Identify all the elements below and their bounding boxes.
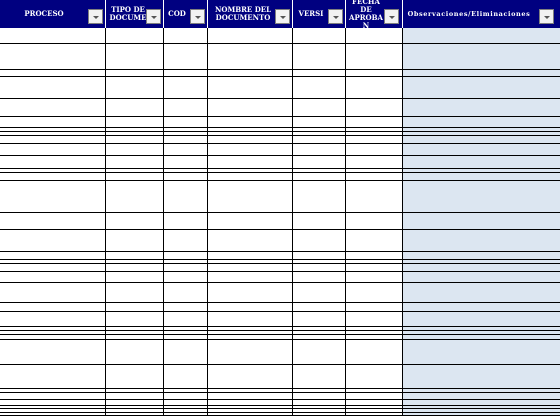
- table-cell-tipo[interactable]: [106, 44, 164, 70]
- table-cell-fecha[interactable]: [346, 144, 403, 156]
- table-cell-version[interactable]: [293, 303, 346, 312]
- table-cell-proceso[interactable]: [0, 156, 106, 169]
- table-cell-tipo[interactable]: [106, 99, 164, 117]
- filter-dropdown-button[interactable]: [384, 9, 399, 24]
- table-cell-fecha[interactable]: [346, 181, 403, 213]
- table-cell-observaciones[interactable]: [403, 272, 560, 283]
- table-cell-proceso[interactable]: [0, 77, 106, 99]
- table-cell-observaciones[interactable]: [403, 252, 560, 260]
- filter-dropdown-button[interactable]: [146, 9, 161, 24]
- table-cell-version[interactable]: [293, 117, 346, 128]
- table-cell-nombre[interactable]: [208, 144, 293, 156]
- table-row: [0, 117, 560, 128]
- table-row: [0, 413, 560, 416]
- table-cell-fecha[interactable]: [346, 77, 403, 99]
- table-cell-tipo[interactable]: [106, 70, 164, 77]
- table-cell-codigo[interactable]: [164, 144, 208, 156]
- table-cell-proceso[interactable]: [0, 413, 106, 416]
- table-cell-fecha[interactable]: [346, 264, 403, 272]
- table-cell-nombre[interactable]: [208, 283, 293, 303]
- table-cell-version[interactable]: [293, 413, 346, 416]
- table-cell-version[interactable]: [293, 77, 346, 99]
- table-cell-version[interactable]: [293, 264, 346, 272]
- table-cell-observaciones[interactable]: [403, 44, 560, 70]
- table-cell-tipo[interactable]: [106, 136, 164, 144]
- header-label-fecha-aprobacion: FECHA DE APROBA N: [349, 0, 383, 28]
- table-cell-tipo[interactable]: [106, 365, 164, 389]
- table-cell-nombre[interactable]: [208, 365, 293, 389]
- table-cell-proceso[interactable]: [0, 144, 106, 156]
- table-cell-observaciones[interactable]: [403, 303, 560, 312]
- table-cell-observaciones[interactable]: [403, 340, 560, 365]
- table-cell-codigo[interactable]: [164, 70, 208, 77]
- table-cell-observaciones[interactable]: [403, 99, 560, 117]
- table-cell-tipo[interactable]: [106, 117, 164, 128]
- table-cell-fecha[interactable]: [346, 413, 403, 416]
- table-cell-tipo[interactable]: [106, 144, 164, 156]
- table-cell-fecha[interactable]: [346, 136, 403, 144]
- table-cell-proceso[interactable]: [0, 70, 106, 77]
- table-cell-version[interactable]: [293, 44, 346, 70]
- filter-dropdown-button[interactable]: [88, 9, 103, 24]
- table-cell-codigo[interactable]: [164, 312, 208, 327]
- table-cell-tipo[interactable]: [106, 312, 164, 327]
- header-cell-proceso[interactable]: [0, 0, 106, 28]
- table-cell-fecha[interactable]: [346, 117, 403, 128]
- table-row: [0, 213, 560, 230]
- table-cell-nombre[interactable]: [208, 117, 293, 128]
- table-cell-version[interactable]: [293, 173, 346, 181]
- table-cell-observaciones[interactable]: [403, 213, 560, 230]
- table-cell-fecha[interactable]: [346, 393, 403, 400]
- table-cell-proceso[interactable]: [0, 312, 106, 327]
- table-row: [0, 70, 560, 77]
- table-cell-tipo[interactable]: [106, 272, 164, 283]
- table-cell-proceso[interactable]: [0, 181, 106, 213]
- table-cell-fecha[interactable]: [346, 365, 403, 389]
- table-cell-fecha[interactable]: [346, 173, 403, 181]
- table-cell-proceso[interactable]: [0, 117, 106, 128]
- table-cell-nombre[interactable]: [208, 28, 293, 44]
- table-cell-version[interactable]: [293, 272, 346, 283]
- table-row: [0, 156, 560, 169]
- table-cell-fecha[interactable]: [346, 99, 403, 117]
- filter-dropdown-button[interactable]: [539, 9, 554, 24]
- table-cell-version[interactable]: [293, 252, 346, 260]
- table-cell-codigo[interactable]: [164, 181, 208, 213]
- table-cell-version[interactable]: [293, 28, 346, 44]
- table-cell-nombre[interactable]: [208, 252, 293, 260]
- table-cell-nombre[interactable]: [208, 77, 293, 99]
- dropdown-arrow-icon: [151, 16, 157, 19]
- table-cell-observaciones[interactable]: [403, 117, 560, 128]
- table-row: [0, 272, 560, 283]
- dropdown-arrow-icon: [333, 16, 339, 19]
- table-cell-version[interactable]: [293, 393, 346, 400]
- header-label-observaciones: Observaciones/Eliminaciones: [407, 10, 531, 18]
- table-cell-version[interactable]: [293, 181, 346, 213]
- table-cell-tipo[interactable]: [106, 156, 164, 169]
- table-cell-codigo[interactable]: [164, 77, 208, 99]
- table-row: [0, 99, 560, 117]
- table-cell-proceso[interactable]: [0, 283, 106, 303]
- table-cell-codigo[interactable]: [164, 99, 208, 117]
- table-row: [0, 77, 560, 99]
- header-label-codigo: COD: [168, 9, 186, 18]
- table-cell-nombre[interactable]: [208, 393, 293, 400]
- dropdown-arrow-icon: [280, 16, 286, 19]
- table-cell-codigo[interactable]: [164, 117, 208, 128]
- table-cell-tipo[interactable]: [106, 252, 164, 260]
- table-cell-codigo[interactable]: [164, 303, 208, 312]
- table-cell-nombre[interactable]: [208, 340, 293, 365]
- table-cell-observaciones[interactable]: [403, 77, 560, 99]
- table-row: [0, 144, 560, 156]
- table-row: [0, 303, 560, 312]
- table-row: [0, 393, 560, 400]
- table-row: [0, 365, 560, 389]
- table-cell-codigo[interactable]: [164, 340, 208, 365]
- table-cell-tipo[interactable]: [106, 303, 164, 312]
- table-cell-fecha[interactable]: [346, 272, 403, 283]
- table-cell-nombre[interactable]: [208, 156, 293, 169]
- table-cell-fecha[interactable]: [346, 230, 403, 252]
- table-row: [0, 136, 560, 144]
- table-cell-codigo[interactable]: [164, 173, 208, 181]
- dropdown-arrow-icon: [195, 16, 201, 19]
- table-row: [0, 173, 560, 181]
- table-cell-fecha[interactable]: [346, 252, 403, 260]
- table-cell-fecha[interactable]: [346, 156, 403, 169]
- table-cell-nombre[interactable]: [208, 136, 293, 144]
- table-cell-codigo[interactable]: [164, 156, 208, 169]
- table-row: [0, 283, 560, 303]
- header-label-version: VERSI: [298, 9, 324, 18]
- table-cell-observaciones[interactable]: [403, 144, 560, 156]
- table-cell-proceso[interactable]: [0, 173, 106, 181]
- dropdown-arrow-icon: [93, 16, 99, 19]
- table-cell-proceso[interactable]: [0, 136, 106, 144]
- table-cell-tipo[interactable]: [106, 181, 164, 213]
- table-cell-observaciones[interactable]: [403, 173, 560, 181]
- table-cell-observaciones[interactable]: [403, 156, 560, 169]
- table-cell-proceso[interactable]: [0, 99, 106, 117]
- table-cell-nombre[interactable]: [208, 413, 293, 416]
- table-cell-codigo[interactable]: [164, 136, 208, 144]
- table-cell-proceso[interactable]: [0, 213, 106, 230]
- dropdown-arrow-icon: [544, 16, 550, 19]
- table-row: [0, 181, 560, 213]
- table-cell-fecha[interactable]: [346, 283, 403, 303]
- table-cell-codigo[interactable]: [164, 28, 208, 44]
- table-cell-observaciones[interactable]: [403, 230, 560, 252]
- table-cell-proceso[interactable]: [0, 252, 106, 260]
- table-row: [0, 44, 560, 70]
- table-cell-codigo[interactable]: [164, 283, 208, 303]
- table-row: [0, 252, 560, 260]
- filter-dropdown-button[interactable]: [190, 9, 205, 24]
- table-cell-observaciones[interactable]: [403, 70, 560, 77]
- dropdown-arrow-icon: [389, 16, 395, 19]
- table-cell-observaciones[interactable]: [403, 413, 560, 416]
- header-cell-nombre-documento[interactable]: [208, 0, 293, 28]
- table-cell-proceso[interactable]: [0, 393, 106, 400]
- table-cell-nombre[interactable]: [208, 272, 293, 283]
- table-cell-proceso[interactable]: [0, 303, 106, 312]
- table-row: [0, 230, 560, 252]
- table-row: [0, 28, 560, 44]
- table-cell-observaciones[interactable]: [403, 312, 560, 327]
- table-cell-proceso[interactable]: [0, 264, 106, 272]
- table-cell-version[interactable]: [293, 283, 346, 303]
- table-cell-codigo[interactable]: [164, 252, 208, 260]
- table-cell-observaciones[interactable]: [403, 136, 560, 144]
- table-cell-observaciones[interactable]: [403, 283, 560, 303]
- header-cell-version[interactable]: [293, 0, 346, 28]
- table-cell-fecha[interactable]: [346, 70, 403, 77]
- table-cell-tipo[interactable]: [106, 213, 164, 230]
- table-cell-proceso[interactable]: [0, 230, 106, 252]
- table-cell-fecha[interactable]: [346, 28, 403, 44]
- table-cell-tipo[interactable]: [106, 340, 164, 365]
- table-cell-proceso[interactable]: [0, 340, 106, 365]
- header-label-nombre-documento: NOMBRE DEL DOCUMENTO: [214, 5, 272, 22]
- table-cell-version[interactable]: [293, 156, 346, 169]
- table-cell-codigo[interactable]: [164, 393, 208, 400]
- table-cell-nombre[interactable]: [208, 213, 293, 230]
- table-cell-nombre[interactable]: [208, 312, 293, 327]
- table-cell-version[interactable]: [293, 340, 346, 365]
- table-cell-fecha[interactable]: [346, 312, 403, 327]
- table-cell-tipo[interactable]: [106, 173, 164, 181]
- table-cell-nombre[interactable]: [208, 70, 293, 77]
- table-cell-version[interactable]: [293, 312, 346, 327]
- table-cell-nombre[interactable]: [208, 303, 293, 312]
- header-cell-fecha-aprobacion[interactable]: [346, 0, 403, 28]
- table-cell-proceso[interactable]: [0, 272, 106, 283]
- table-cell-observaciones[interactable]: [403, 28, 560, 44]
- table-cell-fecha[interactable]: [346, 303, 403, 312]
- header-label-tipo-documento: TIPO DE DOCUME: [109, 5, 147, 22]
- table-cell-fecha[interactable]: [346, 213, 403, 230]
- table-cell-version[interactable]: [293, 365, 346, 389]
- table-cell-codigo[interactable]: [164, 44, 208, 70]
- table-cell-codigo[interactable]: [164, 413, 208, 416]
- filter-dropdown-button[interactable]: [275, 9, 290, 24]
- table-cell-version[interactable]: [293, 144, 346, 156]
- filter-dropdown-button[interactable]: [328, 9, 343, 24]
- header-cell-codigo[interactable]: [164, 0, 208, 28]
- table-cell-tipo[interactable]: [106, 393, 164, 400]
- table-cell-proceso[interactable]: [0, 365, 106, 389]
- table-cell-codigo[interactable]: [164, 272, 208, 283]
- table-cell-nombre[interactable]: [208, 264, 293, 272]
- table-cell-codigo[interactable]: [164, 230, 208, 252]
- table-cell-version[interactable]: [293, 230, 346, 252]
- table-cell-proceso[interactable]: [0, 44, 106, 70]
- table-cell-version[interactable]: [293, 136, 346, 144]
- table-cell-tipo[interactable]: [106, 413, 164, 416]
- header-label-proceso: PROCESO: [24, 9, 64, 18]
- table-cell-tipo[interactable]: [106, 77, 164, 99]
- table-cell-tipo[interactable]: [106, 28, 164, 44]
- table-cell-nombre[interactable]: [208, 230, 293, 252]
- table-row: [0, 340, 560, 365]
- table-cell-nombre[interactable]: [208, 181, 293, 213]
- table-cell-nombre[interactable]: [208, 44, 293, 70]
- table-cell-observaciones[interactable]: [403, 365, 560, 389]
- table-cell-version[interactable]: [293, 99, 346, 117]
- table-cell-fecha[interactable]: [346, 340, 403, 365]
- table-cell-tipo[interactable]: [106, 283, 164, 303]
- table-cell-tipo[interactable]: [106, 230, 164, 252]
- table-cell-version[interactable]: [293, 213, 346, 230]
- table-cell-codigo[interactable]: [164, 365, 208, 389]
- table-cell-observaciones[interactable]: [403, 264, 560, 272]
- header-cell-tipo-documento[interactable]: [106, 0, 164, 28]
- table-cell-observaciones[interactable]: [403, 393, 560, 400]
- table-cell-observaciones[interactable]: [403, 181, 560, 213]
- table-row: [0, 312, 560, 327]
- table-cell-codigo[interactable]: [164, 264, 208, 272]
- table-cell-fecha[interactable]: [346, 44, 403, 70]
- table-cell-proceso[interactable]: [0, 28, 106, 44]
- table-cell-nombre[interactable]: [208, 173, 293, 181]
- header-cell-observaciones[interactable]: [403, 0, 560, 28]
- table-row: [0, 264, 560, 272]
- table-cell-codigo[interactable]: [164, 213, 208, 230]
- table-cell-nombre[interactable]: [208, 99, 293, 117]
- table-cell-version[interactable]: [293, 70, 346, 77]
- table-cell-tipo[interactable]: [106, 264, 164, 272]
